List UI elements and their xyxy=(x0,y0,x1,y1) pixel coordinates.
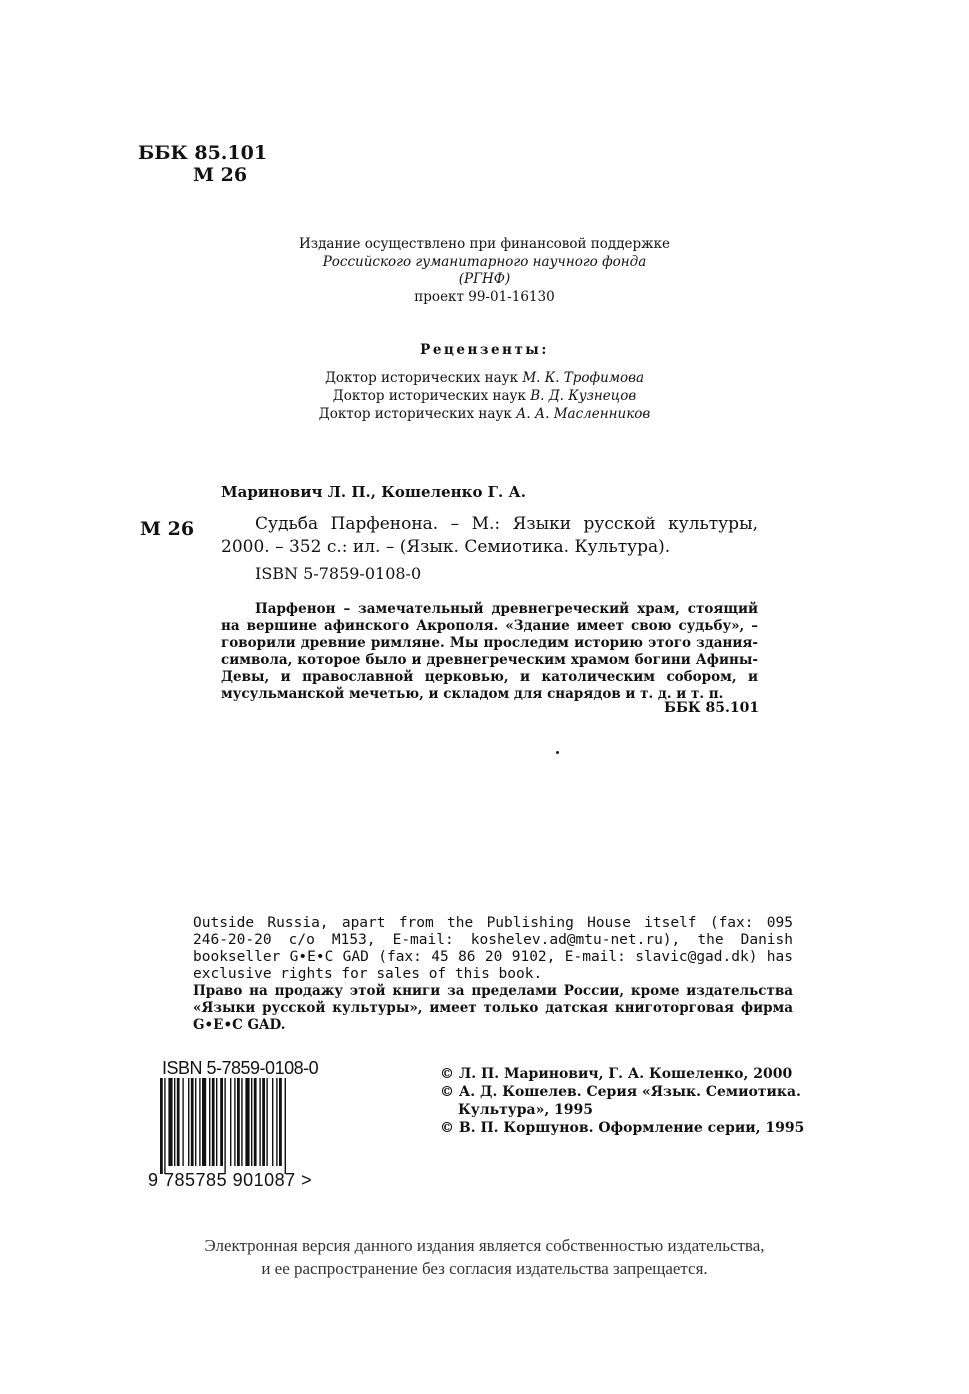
reviewer-prefix: Доктор исторических наук xyxy=(324,370,519,386)
bibliographic-description: Судьба Парфенона. – М.: Языки русской культуры, 2000. – 352 с.: ил. – (Язык. Семиотика. Культура). xyxy=(221,514,758,557)
reviewer-name: М. К. Трофимова xyxy=(522,370,645,386)
authors: Маринович Л. П., Кошеленко Г. А. xyxy=(221,483,526,501)
reviewers-title: Рецензенты: xyxy=(420,342,549,358)
isbn: ISBN 5-7859-0108-0 xyxy=(255,564,422,583)
barcode-bar xyxy=(259,1078,260,1166)
funding-project: проект 99-01-16130 xyxy=(414,288,555,305)
reviewer-item xyxy=(0,369,969,387)
funding-line-1: Издание осуществлено при финансовой поддержке xyxy=(298,236,671,252)
barcode-bar xyxy=(182,1078,183,1166)
barcode-bar xyxy=(262,1078,265,1166)
reviewer-item xyxy=(0,387,969,405)
reviewer-item xyxy=(0,405,969,423)
notice-line-1: Электронная версия данного издания является собственностью издательства, xyxy=(204,1236,765,1255)
copyright-line: Культура», 1995 xyxy=(458,1102,594,1118)
barcode-bar xyxy=(164,1078,165,1174)
barcode-bar xyxy=(220,1078,223,1166)
sales-rights-note xyxy=(193,915,793,1034)
barcode-bar xyxy=(202,1078,206,1166)
barcode-bar xyxy=(254,1078,257,1166)
reviewer-prefix: Доктор исторических наук xyxy=(332,388,526,404)
barcode-bar xyxy=(199,1078,200,1166)
abstract: Парфенон – замечательный древнегреческий храм, стоящий на вершине афинского Акрополя. «Здание имеет свою судьбу», – говорили древние римляне. Мы проследим историю этого здания-символа, которое было и древнегреческим храмом богини Афины-Девы, и православной церковью, и католическим собором, и мусульманской мечетью, и складом для снарядов и т. д. и т. п. xyxy=(221,601,758,702)
call-mark: М 26 xyxy=(140,518,195,540)
barcode-bars xyxy=(160,1078,332,1174)
bbk-index-bottom: ББК 85.101 xyxy=(664,700,760,716)
barcode-bar xyxy=(188,1078,189,1166)
barcode-bar xyxy=(212,1078,215,1166)
barcode-bar xyxy=(216,1078,217,1166)
barcode-isbn-text: ISBN 5-7859-0108-0 xyxy=(162,1058,319,1078)
bbk-code: ББК 85.101 xyxy=(138,142,268,164)
barcode-digits: 9 785785 901087 > xyxy=(148,1170,313,1190)
sales-rights-ru: Право на продажу этой книги за пределами России, кроме издательства «Языки русской культуры», имеет только датская книготорговая фирма G•E•C GAD. xyxy=(193,983,793,1033)
isbn-barcode xyxy=(148,1058,348,1198)
barcode-bar xyxy=(224,1078,225,1174)
barcode-bar xyxy=(279,1078,282,1166)
barcode-bar xyxy=(241,1078,242,1166)
speck xyxy=(556,751,559,754)
sales-rights-en: Outside Russia, apart from the Publishing House itself (fax: 095 246-20-20 c/o M153, E-mail: koshelev.ad@mtu-net.ru), the Danish bookseller G•E•C GAD (fax: 45 86 20 9102, E-mail: slavic@gad.dk) has exclusive rights for sales of this book. xyxy=(193,915,793,982)
barcode-bar xyxy=(285,1078,286,1174)
barcode-bar xyxy=(168,1078,172,1166)
notice-line-2: и ее распространение без согласия издательства запрещается. xyxy=(261,1259,708,1278)
barcode-bar xyxy=(195,1078,196,1166)
copyright-block xyxy=(440,1065,804,1137)
barcode-bar xyxy=(177,1078,180,1166)
barcode-bar xyxy=(266,1078,267,1166)
barcode-bar xyxy=(230,1078,231,1166)
bbk-index-top xyxy=(138,142,267,186)
barcode-bar xyxy=(245,1078,249,1166)
barcode-bar xyxy=(174,1078,175,1166)
funding-line-2: Российского гуманитарного научного фонда xyxy=(322,253,647,270)
copyright-line: © Л. П. Маринович, Г. А. Кошеленко, 2000 xyxy=(440,1066,793,1082)
electronic-version-notice xyxy=(0,1234,969,1280)
barcode-bar xyxy=(209,1078,210,1166)
reviewer-name: А. А. Масленников xyxy=(516,406,651,422)
barcode-bar xyxy=(276,1078,277,1166)
barcode-bar xyxy=(160,1078,163,1174)
copyright-line: © А. Д. Кошелев. Серия «Язык. Семиотика. xyxy=(440,1084,801,1100)
copyright-line: © В. П. Коршунов. Оформление серии, 1995 xyxy=(440,1120,805,1136)
reviewer-prefix: Доктор исторических наук xyxy=(318,406,512,422)
barcode-bar xyxy=(191,1078,194,1166)
barcode-bar xyxy=(237,1078,240,1166)
barcode-bar xyxy=(272,1078,273,1166)
barcode-bar xyxy=(234,1078,235,1166)
barcode-bar xyxy=(251,1078,252,1166)
reviewer-name: В. Д. Кузнецов xyxy=(530,388,637,404)
author-mark: М 26 xyxy=(193,164,248,186)
funding-note xyxy=(0,236,969,306)
reviewers-list xyxy=(0,369,969,423)
funding-line-3: (РГНФ) xyxy=(458,271,511,287)
